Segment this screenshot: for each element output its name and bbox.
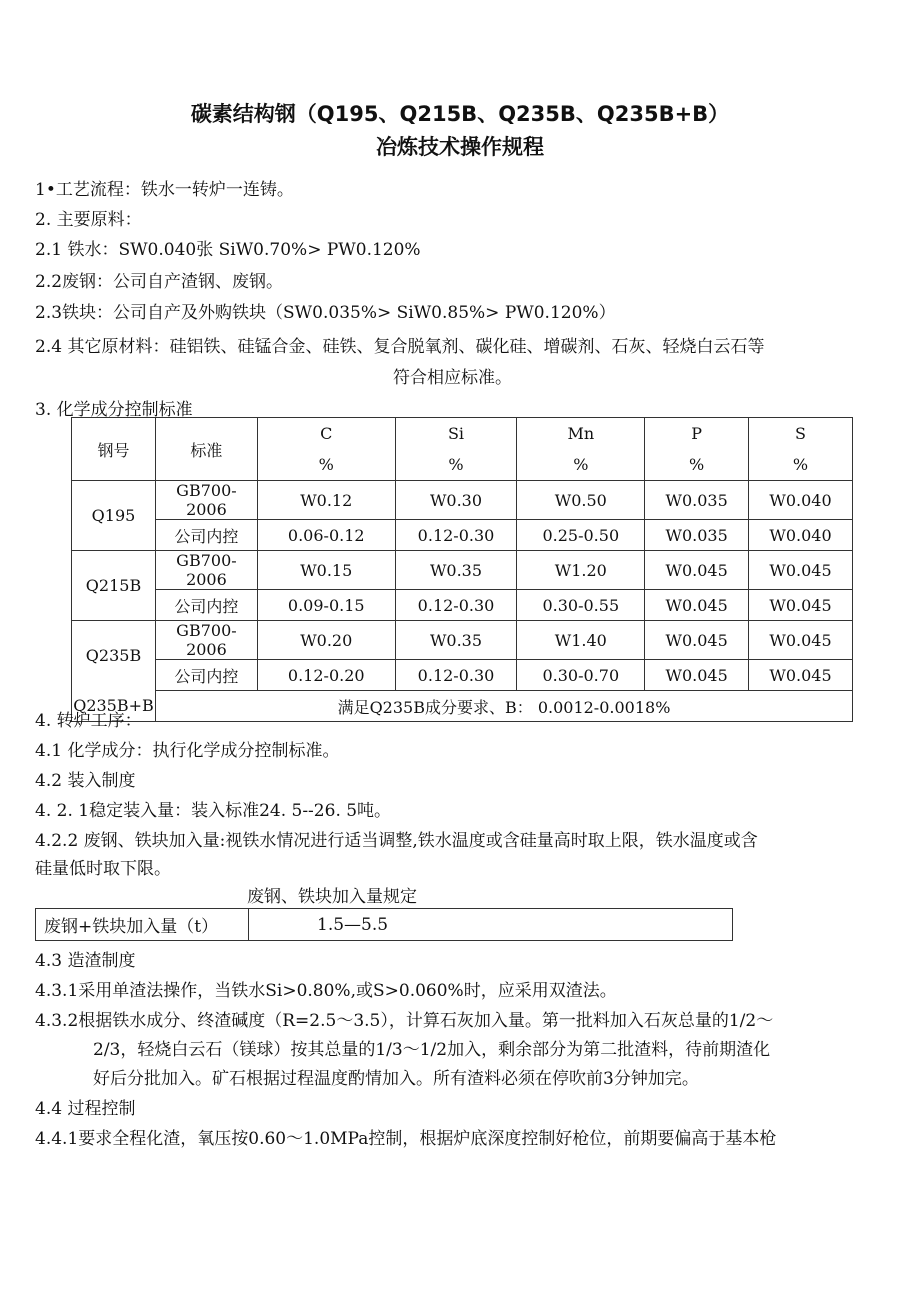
standard-cell: GB700-2006 — [155, 621, 257, 660]
c-cell: W0.20 — [257, 621, 395, 660]
si-cell: W0.35 — [395, 551, 517, 590]
p-cell: W0.045 — [645, 621, 749, 660]
para-4-4: 4.4 过程控制 — [35, 1099, 136, 1119]
standard-cell: GB700-2006 — [155, 481, 257, 520]
header-grade: 钢号 — [72, 418, 156, 481]
para-4-2-2-b: 硅量低时取下限。 — [35, 859, 171, 879]
standard-cell: 公司内控 — [155, 660, 257, 691]
table-header-row — [72, 418, 853, 481]
s-cell: W0.040 — [749, 520, 853, 551]
header-s-unit: % — [792, 455, 809, 474]
si-cell: 0.12-0.30 — [395, 660, 517, 691]
c-cell: 0.12-0.20 — [257, 660, 395, 691]
doc-title-line1: 碳素结构钢（Q195、Q215B、Q235B、Q235B+B） — [190, 102, 730, 126]
p-cell: W0.045 — [645, 551, 749, 590]
scrap-value-cell: 1.5—5.5 — [249, 909, 733, 941]
para-4-2: 4.2 装入制度 — [35, 771, 136, 791]
standard-cell: 公司内控 — [155, 520, 257, 551]
header-p-label: P — [691, 424, 702, 443]
para-1: 1•工艺流程：铁水一转炉一连铸。 — [35, 180, 294, 200]
p-cell: W0.045 — [645, 660, 749, 691]
header-c-unit: % — [318, 455, 334, 474]
grade-cell: Q215B — [72, 551, 156, 621]
standard-cell: 公司内控 — [155, 590, 257, 621]
p-cell: W0.045 — [645, 590, 749, 621]
s-cell: W0.040 — [749, 481, 853, 520]
para-4: 4. 转炉工序： — [35, 711, 142, 731]
scrap-table-caption: 废钢、铁块加入量规定 — [247, 887, 417, 907]
table-row — [72, 660, 853, 691]
c-cell: 0.06-0.12 — [257, 520, 395, 551]
s-cell: W0.045 — [749, 551, 853, 590]
mn-cell: 0.30-0.55 — [517, 590, 645, 621]
boron-note-cell: 满足Q235B成分要求、B： 0.0012-0.0018% — [155, 691, 852, 722]
header-p — [645, 418, 749, 481]
grade-cell: Q235B+B — [72, 691, 156, 722]
para-2: 2. 主要原料： — [35, 210, 142, 230]
si-cell: W0.30 — [395, 481, 517, 520]
table-row — [72, 590, 853, 621]
s-cell: W0.045 — [749, 590, 853, 621]
header-s — [749, 418, 853, 481]
header-c — [257, 418, 395, 481]
scrap-label-cell: 废钢+铁块加入量（t） — [36, 909, 249, 941]
si-cell: 0.12-0.30 — [395, 520, 517, 551]
grade-cell: Q195 — [72, 481, 156, 551]
para-4-3: 4.3 造渣制度 — [35, 951, 136, 971]
c-cell: W0.12 — [257, 481, 395, 520]
header-s-label: S — [795, 424, 807, 443]
para-2-1: 2.1 铁水：SW0.040张 SiW0.70%> PW0.120% — [35, 240, 421, 260]
para-4-2-2-a: 4.2.2 废钢、铁块加入量:视铁水情况进行适当调整,铁水温度或含硅量高时取上限，铁水温度或含 — [35, 831, 758, 851]
para-4-2-1: 4. 2. 1稳定装入量：装入标准24. 5--26. 5吨。 — [35, 801, 392, 821]
para-4-3-2-c: 好后分批加入。矿石根据过程温度酌情加入。所有渣料必须在停吹前3分钟加完。 — [93, 1069, 699, 1089]
para-2-2: 2.2废钢：公司自产渣钢、废钢。 — [35, 272, 284, 292]
scrap-amount-table — [35, 908, 733, 941]
p-cell: W0.035 — [645, 481, 749, 520]
s-cell: W0.045 — [749, 660, 853, 691]
table-row — [72, 621, 853, 660]
mn-cell: W0.50 — [517, 481, 645, 520]
si-cell: 0.12-0.30 — [395, 590, 517, 621]
grade-cell: Q235B — [72, 621, 156, 691]
para-4-3-1: 4.3.1采用单渣法操作，当铁水Si>0.80%,或S>0.060%时，应采用双渣法。 — [35, 981, 617, 1001]
header-si-unit: % — [448, 455, 464, 474]
table-row — [72, 691, 853, 722]
para-4-3-2-a: 4.3.2根据铁水成分、终渣碱度（R=2.5〜3.5），计算石灰加入量。第一批料加入石灰总量的1/2〜 — [35, 1011, 774, 1031]
header-si-label: Si — [447, 424, 465, 443]
para-2-4-b: 符合相应标准。 — [393, 368, 512, 388]
para-4-3-2-b: 2/3，轻烧白云石（镁球）按其总量的1/3〜1/2加入，剩余部分为第二批渣料，待前期渣化 — [93, 1040, 771, 1060]
mn-cell: W1.20 — [517, 551, 645, 590]
para-3: 3. 化学成分控制标准 — [35, 400, 193, 420]
header-mn-unit: % — [573, 455, 589, 474]
mn-cell: 0.30-0.70 — [517, 660, 645, 691]
header-standard: 标准 — [155, 418, 257, 481]
table-row — [36, 909, 733, 941]
si-cell: W0.35 — [395, 621, 517, 660]
para-2-4-a: 2.4 其它原材料：硅铝铁、硅锰合金、硅铁、复合脱氧剂、碳化硅、增碳剂、石灰、轻烧白云石等 — [35, 337, 765, 357]
para-4-1: 4.1 化学成分：执行化学成分控制标准。 — [35, 741, 340, 761]
doc-title-line2: 冶炼技术操作规程 — [376, 135, 544, 159]
c-cell: 0.09-0.15 — [257, 590, 395, 621]
header-mn — [517, 418, 645, 481]
para-4-4-1: 4.4.1要求全程化渣，氧压按0.60〜1.0MPa控制，根据炉底深度控制好枪位，前期要偏高于基本枪 — [35, 1129, 777, 1149]
standard-cell: GB700-2006 — [155, 551, 257, 590]
header-c-label: C — [320, 424, 333, 443]
para-2-3: 2.3铁块：公司自产及外购铁块（SW0.035%> SiW0.85%> PW0.120%） — [35, 303, 616, 323]
c-cell: W0.15 — [257, 551, 395, 590]
s-cell: W0.045 — [749, 621, 853, 660]
mn-cell: W1.40 — [517, 621, 645, 660]
header-si — [395, 418, 517, 481]
header-mn-label: Mn — [567, 424, 595, 443]
table-row — [72, 481, 853, 520]
mn-cell: 0.25-0.50 — [517, 520, 645, 551]
header-p-unit: % — [689, 455, 705, 474]
table-row — [72, 551, 853, 590]
p-cell: W0.035 — [645, 520, 749, 551]
chem-composition-table — [71, 417, 853, 722]
table-row — [72, 520, 853, 551]
